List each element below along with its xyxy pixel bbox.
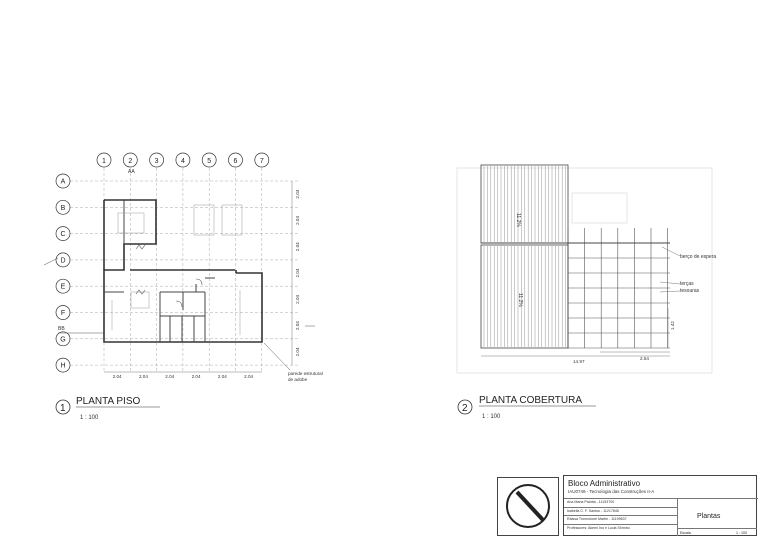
dim-bottom: 2.04	[191, 374, 201, 379]
dim-right: 2.04	[295, 268, 300, 278]
dim-right: 2.04	[295, 347, 300, 357]
section-aa-label: AA	[128, 169, 135, 175]
label-tesouras: tesouras	[680, 288, 700, 294]
project-title: Bloco Administrativo	[568, 479, 641, 488]
grid-row-label: E	[60, 283, 66, 291]
north-arrow-box	[497, 477, 559, 536]
dim-total: 14.97	[573, 359, 585, 364]
roof-slope-top: 11.2%	[515, 213, 521, 227]
planta-piso-drawing	[70, 168, 300, 372]
scale-label: Escala	[680, 531, 691, 535]
dim-side: 1.42	[670, 321, 675, 330]
section-bb-label: BB	[58, 326, 65, 332]
grid-column-label: 5	[207, 158, 212, 165]
view-number-2: 2	[462, 403, 468, 414]
grid-row-label: F	[60, 310, 66, 317]
label-berco: berço de espera	[680, 254, 717, 260]
roof-slope-bottom: 11.2%	[517, 293, 523, 307]
plan2-title: PLANTA COBERTURA	[479, 395, 582, 406]
dim-right: 2.04	[295, 294, 300, 304]
grid-column-label: 1	[102, 158, 106, 165]
course-name: IAU0749 - Tecnologia das Construções II-A	[568, 489, 655, 494]
view-number-1: 1	[60, 403, 66, 414]
team-list	[564, 498, 677, 532]
wall-note-line1: parede estrutural	[288, 371, 323, 376]
grid-row-label: C	[60, 231, 66, 239]
dim-right: 2.04	[295, 215, 300, 225]
grid-column-label: 4	[180, 158, 185, 165]
wall-note-line2: de adobe	[288, 377, 308, 382]
planta-cobertura-drawing	[457, 165, 712, 373]
dim-bottom: 2.04	[138, 374, 148, 379]
scale-row	[678, 528, 757, 537]
sheet-name: Plantas	[697, 513, 721, 520]
grid-column-label: 2	[128, 158, 133, 165]
grid-row-label: G	[60, 336, 66, 344]
plan1-title: PLANTA PISO	[76, 396, 141, 407]
dim-bottom: 2.04	[244, 374, 254, 379]
grid-column-label: 7	[259, 158, 264, 165]
dim-right: 2.04	[295, 321, 300, 331]
title-block	[563, 475, 757, 536]
dim-bottom: 2.04	[217, 374, 227, 379]
grid-row-label: D	[60, 257, 66, 265]
label-tercas: terças	[680, 281, 694, 287]
team-member: Raissa Tronnolone Martin - 11199637	[564, 515, 677, 524]
dim-small: 2.54	[640, 356, 649, 361]
plan1-scale: 1 : 100	[80, 415, 99, 421]
team-member: Isabella C. F. Santos - 11217845	[564, 507, 677, 516]
dim-bottom: 2.04	[112, 374, 122, 379]
grid-column-label: 3	[154, 158, 159, 165]
professors: Professores: Akemi Ino e Lucia Shimbo	[564, 524, 677, 533]
north-arrow-icon	[498, 478, 558, 535]
grid-row-label: H	[60, 362, 66, 370]
scale-value: 1 : 100	[736, 531, 747, 535]
grid-row-label: A	[60, 178, 66, 186]
dim-right: 2.04	[295, 242, 300, 252]
grid-column-label: 6	[233, 158, 238, 165]
grid-row-label: B	[60, 204, 66, 212]
team-member: Ana Maria Palotta - 11193700	[564, 498, 677, 507]
dim-bottom: 2.04	[165, 374, 175, 379]
plan2-scale: 1 : 100	[482, 414, 501, 420]
dim-right: 2.04	[295, 189, 300, 199]
